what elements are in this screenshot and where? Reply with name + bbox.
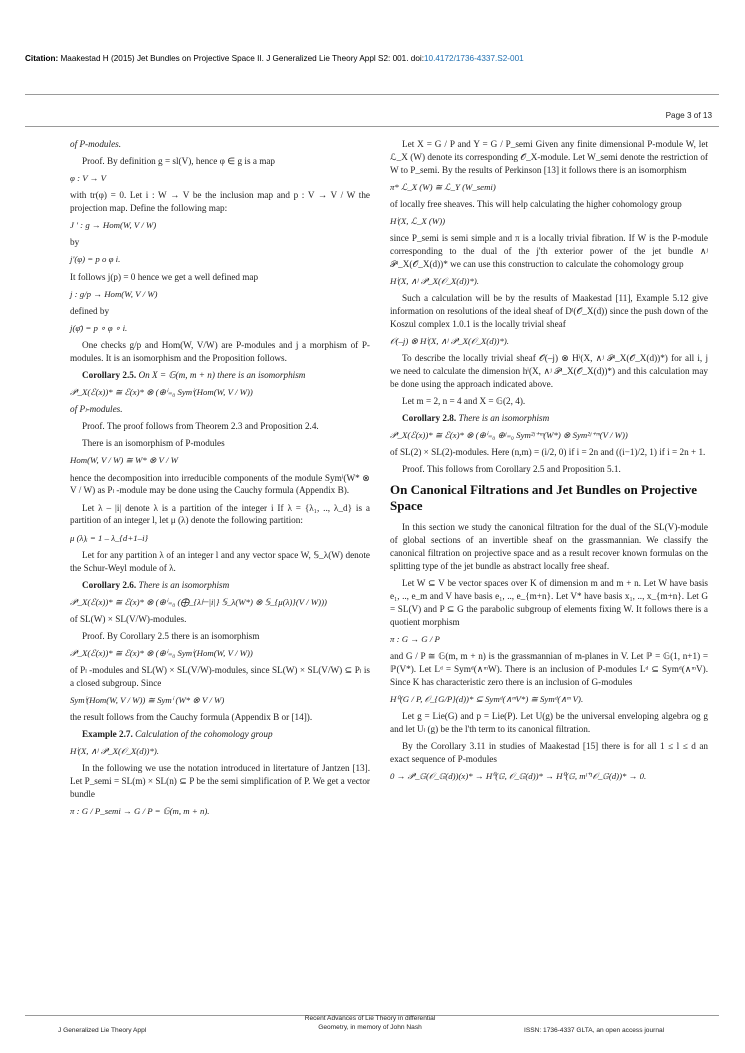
paragraph: of SL(W) × SL(V/W)-modules. — [70, 613, 187, 624]
corollary-label: Corollary 2.6. — [82, 579, 137, 590]
citation-doi-link[interactable]: 10.4172/1736-4337.S2-001 — [423, 54, 524, 63]
paragraph: hence the decomposition into irreducible components of the module Symⁱ(W* ⊗ V / W) as Pₗ -module may be done using the Cauchy formula (Appendix B). — [70, 472, 370, 496]
proof-paragraph: Proof. By Corollary 2.5 there is an isomorphism — [82, 630, 260, 641]
footer-issue: Recent Advances of Lie Theory in differential Geometry, in memory of John Nash — [304, 1015, 436, 1031]
equation: Hom(W, V / W) ≅ W* ⊗ V / W — [70, 455, 178, 466]
paragraph: and G / P ≅ 𝔾(m, m + n) is the grassmannian of m-planes in V. Let ℙ = 𝔾(1, n+1) = ℙ(V*). Let Lᵈ = Symᵈ(∧ᵐW). There is an inclusion of P-modules Lᵈ ⊆ Symᵈ(∧ᵐV). Since K has characteristic zero there is an inclusion of G-modules — [390, 651, 708, 687]
paragraph: Let λ – |i| denote λ is a partition of the integer i If λ = {λ₁, .., λ_d} is a partition of an integer l, let μ (λ) denote the following partition: — [70, 502, 370, 526]
equation: Hⁱ(X, ∧ʲ 𝒫ˡ_X(𝒪_X(d))*). — [70, 746, 159, 757]
corollary-text: On X = 𝔾(m, m + n) there is an isomorphism — [138, 369, 306, 380]
corollary-2-8 — [390, 412, 708, 425]
proof-paragraph: Proof. By definition g = sl(V), hence φ ∈ g is a map — [82, 156, 276, 167]
citation-text: Maakestad H (2015) Jet Bundles on Projective Space II. J Generalized Lie Theory Appl S2: 001. doi: — [60, 54, 424, 63]
equation: j(φ̄) = p ∘ φ ∘ i. — [70, 322, 128, 333]
corollary-2-5 — [70, 369, 370, 382]
paragraph: It follows j(p) = 0 hence we get a well defined map — [70, 271, 259, 282]
corollary-label: Corollary 2.8. — [402, 413, 457, 424]
corollary-text: There is an isomorphism — [458, 413, 550, 424]
equation: Hⁱ(X, ℒ_X (W)) — [390, 216, 446, 227]
paragraph: To describe the locally trivial sheaf 𝒪(–j) ⊗ Hⁱ(X, ∧ʲ 𝒫ˡ_X(𝒪_X(d))*) for all i, j we need to calculate the dimension hⁱ(X, ∧ʲ 𝒫ˡ_X(𝒪_X(d))*) and this calculation may be done using the approach indicated above. — [390, 353, 708, 389]
paragraph: the result follows from the Cauchy formula (Appendix B or [14]). — [70, 712, 313, 723]
paragraph: Let m = 2, n = 4 and X = 𝔾(2, 4). — [402, 396, 526, 407]
right-column — [390, 138, 708, 787]
paragraph: of locally free sheaves. This will help calculating the higher cohomology group — [390, 199, 682, 209]
page-divider — [25, 126, 719, 127]
equation: j'(φ) = p o φ i. — [70, 254, 121, 265]
equation: π* ℒ_X (W) ≅ ℒ_Y (W_semi) — [390, 181, 496, 192]
example-text: Calculation of the cohomology group — [135, 729, 273, 740]
paragraph: of Pₗ -modules and SL(W) × SL(V/W)-modules, since SL(W) × SL(V/W) ⊆ Pₗ is a closed subgroup. Since — [70, 665, 370, 688]
paragraph: Let X = G / P and Y = G / P_semi Given any finite dimensional P-module W, let ℒ_X (W) denote its corresponding 𝒪_X-module. Let W_semi denote the restriction of W to P_semi. By the results of Perkinson [13] it follows there is an isomorphism — [390, 139, 708, 175]
left-column — [70, 138, 370, 822]
corollary-label: Corollary 2.5. — [82, 369, 137, 380]
citation-label: Citation: — [25, 54, 59, 63]
equation: J ' : g → Hom(W, V / W) — [70, 220, 157, 231]
footer-journal: J Generalized Lie Theory Appl — [58, 1027, 147, 1034]
paragraph: since P_semi is semi simple and π is a locally trivial fibration. If W is the P-module corresponding to the dual of the j'th exterior power of the jet bundle ∧ʲ 𝒫ˡ_X(𝒪_X(d))* we can use this construction to calculate the cohomology group — [390, 233, 708, 269]
paragraph: By the Corollary 3.11 in studies of Maakestad [15] there is for all 1 ≤ l ≤ d an exact sequence of P-modules — [390, 741, 708, 764]
page-number: Page 3 of 13 — [665, 111, 712, 120]
equation: φ : V → V — [70, 173, 106, 184]
paragraph: with tr(φ) = 0. Let i : W → V be the inclusion map and p : V → V / W the projection map. Define the following map: — [70, 190, 370, 214]
proof-paragraph: Proof. The proof follows from Theorem 2.3 and Proposition 2.4. — [82, 421, 319, 432]
paragraph: One checks g/p and Hom(W, V/W) are P-modules and j a morphism of P-modules. It is an isomorphism and the Proposition follows. — [70, 339, 370, 363]
equation: 𝒫ˡ_X(ℰ(x))* ≅ ℰ(x)* ⊗ (⊕ⁱ₌₀ ⊕ʲ₌₀ Sym²ʲ⁺ᵐ(W*) ⊗ Sym²ʲ⁺ᵐ(V / W)) — [390, 430, 628, 441]
paragraph: by — [70, 237, 80, 248]
paragraph: Let for any partition λ of an integer l and any vector space W, 𝕊_λ(W) denote the Schur-Weyl module of λ. — [70, 549, 370, 573]
equation: Symⁱ(Hom(W, V / W)) ≅ Symⁱ (W* ⊗ V / W) — [70, 695, 225, 706]
corollary-text: There is an isomorphism — [138, 579, 230, 590]
corollary-2-6 — [70, 579, 370, 592]
footer-issn: ISSN: 1736-4337 GLTA, an open access journal — [524, 1027, 665, 1034]
citation-line — [25, 54, 725, 63]
paragraph: In this section we study the canonical filtration for the dual of the SL(V)-module of global sections of an invertible sheaf on the grassmannian. We classify the canonical filtration on projective space and as a result recover known formulas on the splitting type of the jet bundle as abstract locally free sheaf. — [390, 522, 708, 572]
equation: 𝒫ˡ_X(ℰ(x))* ≅ ℰ(x)* ⊗ (⊕ⁱ₌₀ Symⁱ(Hom(W, V / W)) — [70, 647, 253, 658]
example-2-7 — [70, 728, 370, 741]
equation: j : g/p → Hom(W, V / W) — [70, 288, 158, 299]
proof-paragraph: Proof. This follows from Corollary 2.5 and Proposition 5.1. — [402, 464, 621, 475]
paragraph: of Pₗ-modules. — [70, 404, 123, 415]
paragraph: of SL(2) × SL(2)-modules. Here (n,m) = (i/2, 0) if i = 2n and ((i−1)/2, 1) if i = 2n + 1. — [390, 447, 706, 458]
paragraph: In the following we use the notation introduced in litertature of Jantzen [13]. Let P_semi = SL(m) × SL(n) ⊆ P be the semi simplification of P. We get a vector bundle — [70, 763, 370, 800]
header-divider — [25, 94, 719, 95]
example-label: Example 2.7. — [82, 729, 133, 740]
equation: 𝒫ˡ_X(ℰ(x))* ≅ ℰ(x)* ⊗ (⊕ⁱ₌₀ Symⁱ(Hom(W, V / W)) — [70, 387, 253, 398]
equation: H⁰(G / P, 𝒪_{G/P}(d))* ⊆ Symᵈ(∧ᵐV*) ≅ Symᵈ(∧ᵐ V). — [390, 694, 584, 704]
paragraph: There is an isomorphism of P-modules — [82, 438, 225, 449]
paragraph: Such a calculation will be by the results of Maakestad [11], Example 5.12 give information on resolutions of the ideal sheaf of Dˡ(𝒪_X(d)) since the push down of the Koszul complex 1.0.1 is the locally trivial sheaf — [390, 293, 708, 329]
equation: 𝒪(–j) ⊗ Hⁱ(X, ∧ʲ 𝒫ˡ_X(𝒪_X(d))*). — [390, 336, 509, 347]
text-continuation: of P-modules. — [70, 139, 122, 149]
equation: π : G → G / P — [390, 634, 440, 644]
paragraph: Let g = Lie(G) and p = Lie(P). Let U(g) be the universal enveloping algebra og g and let Uₗ (g) be the l'th term to its canonical filtration. — [390, 711, 708, 734]
equation: 0 → 𝒫ˡ_𝔾(𝒪_𝔾(d))(x)* → H⁰(𝔾, 𝒪_𝔾(d))* → H⁰(𝔾, mˡ⁺¹𝒪_𝔾(d))* → 0. — [390, 771, 647, 782]
paragraph: Let W ⊆ V be vector spaces over K of dimension m and m + n. Let W have basis e₁, .., e_m and V have basis e₁, .., e_{m+n}. Let V* have basis x₁, .., x_{m+n}. Let G = SL(V) and P ⊆ G the parabolic subgroup of elements fixing W. It follows there is a quotient morphism — [390, 578, 708, 627]
equation: Hⁱ(X, ∧ʲ 𝒫ˡ_X(𝒪_X(d))*). — [390, 276, 479, 287]
equation: 𝒫ˡ_X(ℰ(x))* ≅ ℰ(x)* ⊗ (⊕ⁱ₌₀ (⨁_{λ⊢|i|} 𝕊_λ(W*) ⊗ 𝕊_{μ(λ)}(V / W))) — [70, 596, 327, 607]
equation: π : G / P_semi → G / P = 𝔾(m, m + n). — [70, 806, 210, 817]
paragraph: defined by — [70, 305, 110, 316]
section-heading: On Canonical Filtrations and Jet Bundles on Projective Space — [390, 482, 698, 513]
equation: μ (λ)ᵢ = 1 – λ_{d+1–i} — [70, 532, 149, 543]
